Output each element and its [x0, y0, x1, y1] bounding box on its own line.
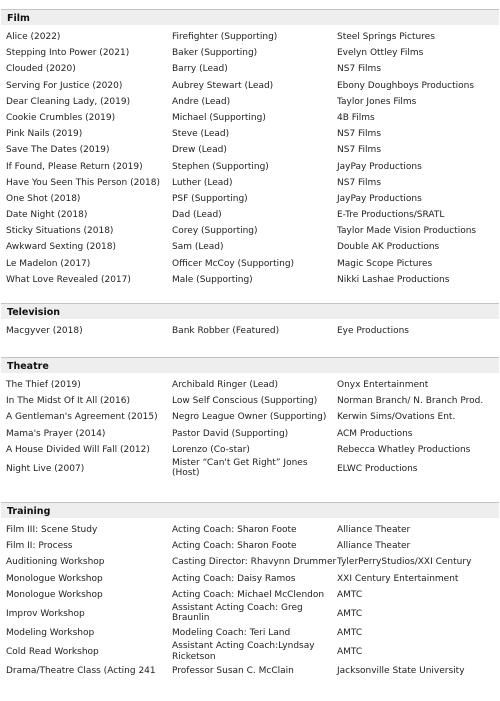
credit-company: Taylor Made Vision Productions: [337, 226, 477, 237]
credit-company: AMTC: [337, 627, 363, 638]
credit-title: Serving For Justice (2020): [6, 80, 123, 91]
credit-company: Double AK Productions: [337, 242, 440, 253]
credit-role: Bank Robber (Featured): [172, 326, 280, 336]
credit-row: [0, 191, 500, 207]
credit-role: Acting Coach: Sharon Foote: [172, 541, 297, 552]
credit-role: Sam (Lead): [172, 242, 224, 253]
credit-role: Drew (Lead): [172, 145, 227, 156]
credit-title: Mama's Prayer (2014): [6, 428, 106, 439]
credit-role: Firefighter (Supporting): [172, 32, 278, 42]
credit-role: Pastor David (Supporting): [172, 428, 289, 439]
credit-row: [0, 323, 500, 339]
credit-company: Rebecca Whatley Productions: [337, 444, 471, 455]
credit-title: Macgyver (2018): [6, 326, 83, 336]
training-section: [0, 502, 500, 679]
credit-row: [0, 207, 500, 223]
credit-title: Pink Nails (2019): [6, 129, 83, 140]
credit-row: [0, 522, 500, 538]
credit-role: Stephen (Supporting): [172, 161, 269, 172]
film-section: [0, 9, 500, 288]
credit-row: [0, 603, 500, 625]
credit-role: Steve (Lead): [172, 129, 230, 140]
credit-company: Ebony Doughboys Productions: [337, 80, 475, 91]
credit-title: Clouded (2020): [6, 64, 76, 75]
credit-role: Acting Coach: Michael McClendon: [172, 589, 325, 600]
film-credits-list: [0, 29, 500, 288]
credit-role: Modeling Coach: Teri Land: [172, 627, 291, 638]
credit-row: [0, 61, 500, 77]
credit-role: Lorenzo (Co-star): [172, 444, 250, 455]
credit-title: Film III: Scene Study: [6, 525, 98, 535]
credit-role: Acting Coach: Sharon Foote: [172, 525, 297, 535]
credit-row: [0, 571, 500, 587]
credit-title: Save The Dates (2019): [6, 145, 110, 156]
credit-row: [0, 377, 500, 393]
credit-row: [0, 409, 500, 425]
credit-role: Baker (Supporting): [172, 48, 258, 59]
credit-title: The Thief (2019): [6, 380, 81, 390]
credit-role: Archibald Ringer (Lead): [172, 380, 279, 390]
credit-row: [0, 442, 500, 458]
credit-title: Have You Seen This Person (2018): [6, 177, 161, 188]
credit-company: JayPay Productions: [337, 193, 422, 204]
credit-row: [0, 239, 500, 255]
credit-role: Officer McCoy (Supporting): [172, 258, 295, 269]
credit-role: Corey (Supporting): [172, 226, 258, 237]
credit-title: Monologue Workshop: [6, 589, 103, 600]
credit-row: [0, 256, 500, 272]
credit-company: NS7 Films: [337, 64, 382, 75]
credit-row: [0, 426, 500, 442]
credit-role: Barry (Lead): [172, 64, 228, 75]
credit-title: In The Midst Of It All (2016): [6, 396, 130, 407]
credit-row: [0, 45, 500, 61]
credit-row: [0, 78, 500, 94]
television-section: [0, 303, 500, 339]
credit-company: Onyx Entertainment: [337, 380, 429, 390]
credit-company: AMTC: [337, 589, 363, 600]
credit-role: Aubrey Stewart (Lead): [172, 80, 274, 91]
credit-company: Eye Productions: [337, 326, 409, 336]
credit-title: Sticky Situations (2018): [6, 226, 114, 237]
credit-row: [0, 159, 500, 175]
credit-row: [0, 587, 500, 603]
credit-row: [0, 142, 500, 158]
credit-role: Assistant Acting Coach:Lyndsay Ricketson: [172, 641, 315, 662]
credit-title: If Found, Please Return (2019): [6, 161, 143, 172]
credit-company: Kerwin Sims/Ovations Ent.: [337, 412, 456, 423]
credit-company: Evelyn Ottley Films: [337, 48, 424, 59]
credit-company: Nikki Lashae Productions: [337, 274, 450, 285]
credit-role: PSF (Supporting): [172, 193, 248, 204]
section-heading: Film: [1, 9, 499, 25]
credit-role: Professor Susan C. McClain: [172, 666, 294, 677]
credit-title: Drama/Theatre Class (Acting 241: [6, 666, 156, 677]
credit-company: Taylor Jones Films: [337, 96, 417, 107]
credit-role: Low Self Conscious (Supporting): [172, 396, 318, 407]
credit-company: NS7 Films: [337, 145, 382, 156]
credit-title: Improv Workshop: [6, 608, 85, 619]
credit-company: Jacksonville State University: [337, 666, 465, 677]
credit-title: A Gentleman's Agreement (2015): [6, 412, 158, 423]
credit-title: Dear Cleaning Lady, (2019): [6, 96, 131, 107]
credit-title: Modeling Workshop: [6, 627, 95, 638]
credit-company: JayPay Productions: [337, 161, 422, 172]
credit-row: [0, 625, 500, 641]
credit-company: Steel Springs Pictures: [337, 32, 435, 42]
credit-company: ELWC Productions: [337, 463, 418, 474]
credit-company: AMTC: [337, 608, 363, 619]
credit-row: [0, 29, 500, 45]
credit-row: [0, 554, 500, 570]
credit-title: Auditioning Workshop: [6, 557, 105, 568]
credit-row: [0, 458, 500, 480]
credit-role: Michael (Supporting): [172, 112, 266, 123]
section-heading: Training: [1, 502, 499, 518]
credit-row: [0, 175, 500, 191]
credit-role: Casting Director: Rhavynn Drummer: [172, 557, 337, 568]
credit-company: Norman Branch/ N. Branch Prod.: [337, 396, 484, 407]
credit-row: [0, 94, 500, 110]
credit-role: Andre (Lead): [172, 96, 231, 107]
credit-company: 4B Films: [337, 112, 375, 123]
credit-title: Awkward Sexting (2018): [6, 242, 117, 253]
credit-row: [0, 110, 500, 126]
credit-title: Monologue Workshop: [6, 573, 103, 584]
credit-title: One Shot (2018): [6, 193, 81, 204]
credit-title: Film II: Process: [6, 541, 73, 552]
credit-title: What Love Revealed (2017): [6, 274, 131, 285]
credit-company: Magic Scope Pictures: [337, 258, 433, 269]
credit-role: Dad (Lead): [172, 210, 222, 221]
credit-row: [0, 663, 500, 679]
credit-row: [0, 126, 500, 142]
credit-title: Date Night (2018): [6, 210, 88, 221]
credit-company: Alliance Theater: [337, 541, 411, 552]
credit-row: [0, 223, 500, 239]
credit-title: A House Divided Will Fall (2012): [6, 444, 150, 455]
credit-company: TylerPerryStudios/XXI Century: [337, 557, 472, 568]
theatre-section: [0, 357, 500, 480]
credit-role: Luther (Lead): [172, 177, 233, 188]
credit-role: Acting Coach: Daisy Ramos: [172, 573, 296, 584]
credit-company: XXI Century Entertainment: [337, 573, 459, 584]
credit-company: E-Tre Productions/SRATL: [337, 210, 445, 221]
credit-title: Le Madelon (2017): [6, 258, 91, 269]
credit-company: AMTC: [337, 647, 363, 658]
television-credits-list: [0, 323, 500, 339]
credit-role: Assistant Acting Coach: Greg Braunlin: [172, 602, 303, 624]
credit-company: Alliance Theater: [337, 525, 411, 535]
credit-role: Male (Supporting): [172, 274, 253, 285]
credit-company: ACM Productions: [337, 428, 413, 439]
section-heading: Television: [1, 303, 499, 319]
credit-title: Stepping Into Power (2021): [6, 48, 130, 59]
credit-title: Cold Read Workshop: [6, 647, 99, 658]
credit-title: Night Live (2007): [6, 463, 85, 474]
section-heading: Theatre: [1, 357, 499, 373]
credit-role: Negro League Owner (Supporting): [172, 412, 327, 423]
training-list: [0, 522, 500, 679]
credit-title: Alice (2022): [6, 32, 61, 42]
credit-row: [0, 538, 500, 554]
credit-title: Cookie Crumbles (2019): [6, 112, 116, 123]
theatre-credits-list: [0, 377, 500, 480]
credit-row: [0, 393, 500, 409]
credit-role: Mister “Can't Get Right” Jones (Host): [172, 457, 308, 479]
credit-company: NS7 Films: [337, 129, 382, 140]
credit-row: [0, 272, 500, 288]
credit-row: [0, 641, 500, 663]
credit-company: NS7 Films: [337, 177, 382, 188]
